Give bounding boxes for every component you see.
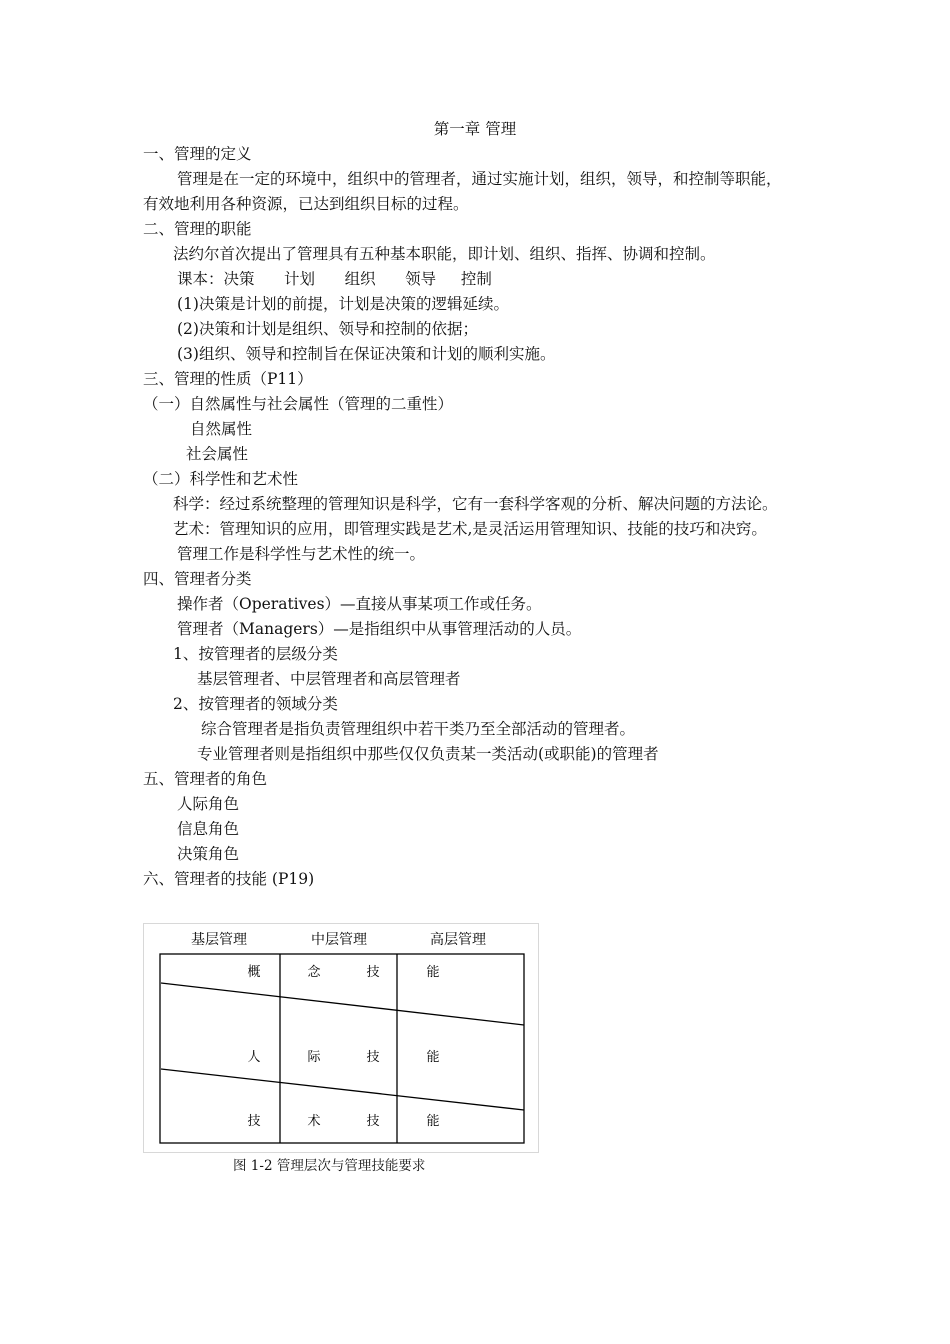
- skill-char: 际: [307, 1050, 321, 1065]
- header-basic-management: 基层管理: [191, 932, 247, 948]
- header-middle-management: 中层管理: [311, 932, 367, 948]
- skill-char: 能: [426, 1050, 440, 1065]
- paragraph-line: 人际角色: [177, 795, 240, 813]
- list-item: (3)组织、领导和控制旨在保证决策和计划的顺利实施。: [177, 345, 556, 363]
- skill-char: 技: [247, 1114, 261, 1129]
- paragraph-line: 操作者（Operatives）—直接从事某项工作或任务。: [177, 595, 542, 613]
- paragraph-line: 信息角色: [177, 820, 240, 838]
- paragraph-line: 管理工作是科学性与艺术性的统一。: [177, 545, 426, 563]
- paragraph-line: 艺术：管理知识的应用，即管理实践是艺术,是灵活运用管理知识、技能的技巧和决窍。: [173, 520, 767, 538]
- skill-char: 人: [247, 1050, 261, 1065]
- figure-caption: 图 1-2 管理层次与管理技能要求: [233, 1158, 426, 1174]
- heading-skills: 六、管理者的技能 (P19): [143, 870, 315, 888]
- paragraph-line: 有效地利用各种资源，已达到组织目标的过程。: [143, 195, 469, 213]
- skill-char: 能: [426, 965, 440, 980]
- subheading: 2、按管理者的领域分类: [173, 695, 338, 713]
- paragraph-line: 专业管理者则是指组织中那些仅仅负责某一类活动(或职能)的管理者: [197, 745, 659, 763]
- heading-roles: 五、管理者的角色: [143, 770, 268, 788]
- list-item: (1)决策是计划的前提，计划是决策的逻辑延续。: [177, 295, 509, 313]
- paragraph-line: 科学：经过系统整理的管理知识是科学，它有一套科学客观的分析、解决问题的方法论。: [173, 495, 778, 513]
- diagonal-separator: [161, 1069, 524, 1110]
- diagonal-separator: [161, 983, 524, 1025]
- skill-char: 技: [366, 965, 380, 980]
- paragraph-line: 自然属性: [190, 420, 253, 438]
- subheading: 1、按管理者的层级分类: [173, 645, 338, 663]
- heading-nature: 三、管理的性质（P11）: [143, 370, 313, 388]
- paragraph-line: 综合管理者是指负责管理组织中若干类乃至全部活动的管理者。: [201, 720, 636, 738]
- skill-char: 技: [366, 1050, 380, 1065]
- chapter-title: 第一章 管理: [433, 120, 517, 138]
- paragraph-line: 法约尔首次提出了管理具有五种基本职能，即计划、组织、指挥、协调和控制。: [173, 245, 716, 263]
- paragraph-line: 管理者（Managers）—是指组织中从事管理活动的人员。: [177, 620, 582, 638]
- paragraph-line: 课本：决策 计划 组织 领导 控制: [177, 270, 492, 288]
- skill-char: 术: [307, 1114, 321, 1129]
- paragraph-line: 社会属性: [186, 445, 249, 463]
- list-item: (2)决策和计划是组织、领导和控制的依据；: [177, 320, 478, 338]
- heading-functions: 二、管理的职能: [143, 220, 252, 238]
- skill-char: 技: [366, 1114, 380, 1129]
- heading-classification: 四、管理者分类: [143, 570, 252, 588]
- skill-char: 念: [307, 965, 321, 980]
- header-top-management: 高层管理: [430, 932, 486, 948]
- subheading: （二）科学性和艺术性: [143, 470, 299, 488]
- paragraph-line: 管理是在一定的环境中，组织中的管理者，通过实施计划，组织，领导，和控制等职能，: [177, 170, 782, 188]
- skill-char: 能: [426, 1114, 440, 1129]
- skill-char: 概: [247, 965, 261, 980]
- paragraph-line: 决策角色: [177, 845, 240, 863]
- diagram-frame: [160, 954, 524, 1143]
- skills-figure: [143, 923, 539, 1153]
- heading-definition: 一、管理的定义: [143, 145, 252, 163]
- subheading: （一）自然属性与社会属性（管理的二重性）: [143, 395, 454, 413]
- skills-diagram: [144, 924, 538, 1152]
- paragraph-line: 基层管理者、中层管理者和高层管理者: [197, 670, 461, 688]
